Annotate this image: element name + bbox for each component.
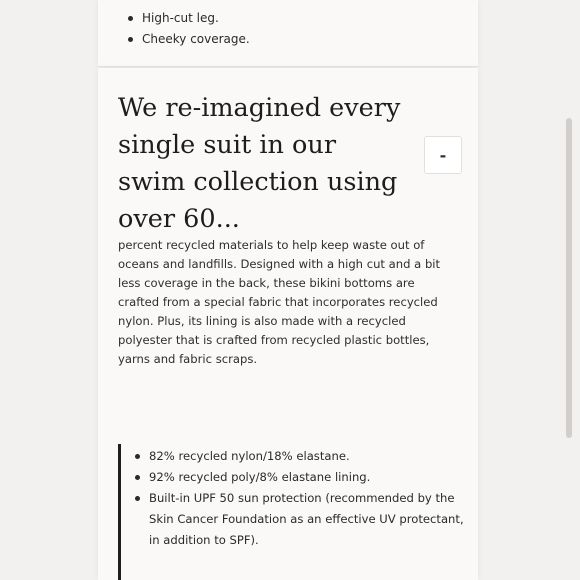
collapse-toggle-button[interactable] — [424, 136, 462, 174]
specs-block — [118, 444, 473, 580]
feature-list — [126, 8, 250, 50]
list-item: High-cut leg. — [126, 8, 250, 29]
minus-icon: - — [439, 145, 447, 165]
features-card — [98, 0, 478, 67]
description-text: percent recycled materials to help keep waste out of oceans and landfills. Designed with a high cut and a bit less coverage in the back, these bikini bottoms are crafted from a special fabric that incorporates recycled nylon. Plus, its lining is also made with a recycled polyester that is crafted from recycled plastic bottles, yarns and fabric scraps. — [118, 238, 441, 366]
scrollbar[interactable] — [566, 118, 572, 438]
specs-list — [133, 444, 473, 551]
list-item: Cheeky coverage. — [126, 29, 250, 50]
description-card — [98, 68, 478, 580]
section-headline: We re-imagined every single suit in our swim collection using over 60... — [118, 93, 401, 234]
list-item: Built-in UPF 50 sun protection (recommended by the Skin Cancer Foundation as an effective UV protectant, in addition to SPF). — [133, 488, 473, 551]
list-item: 82% recycled nylon/18% elastane. — [133, 446, 473, 467]
list-item: 92% recycled poly/8% elastane lining. — [133, 467, 473, 488]
